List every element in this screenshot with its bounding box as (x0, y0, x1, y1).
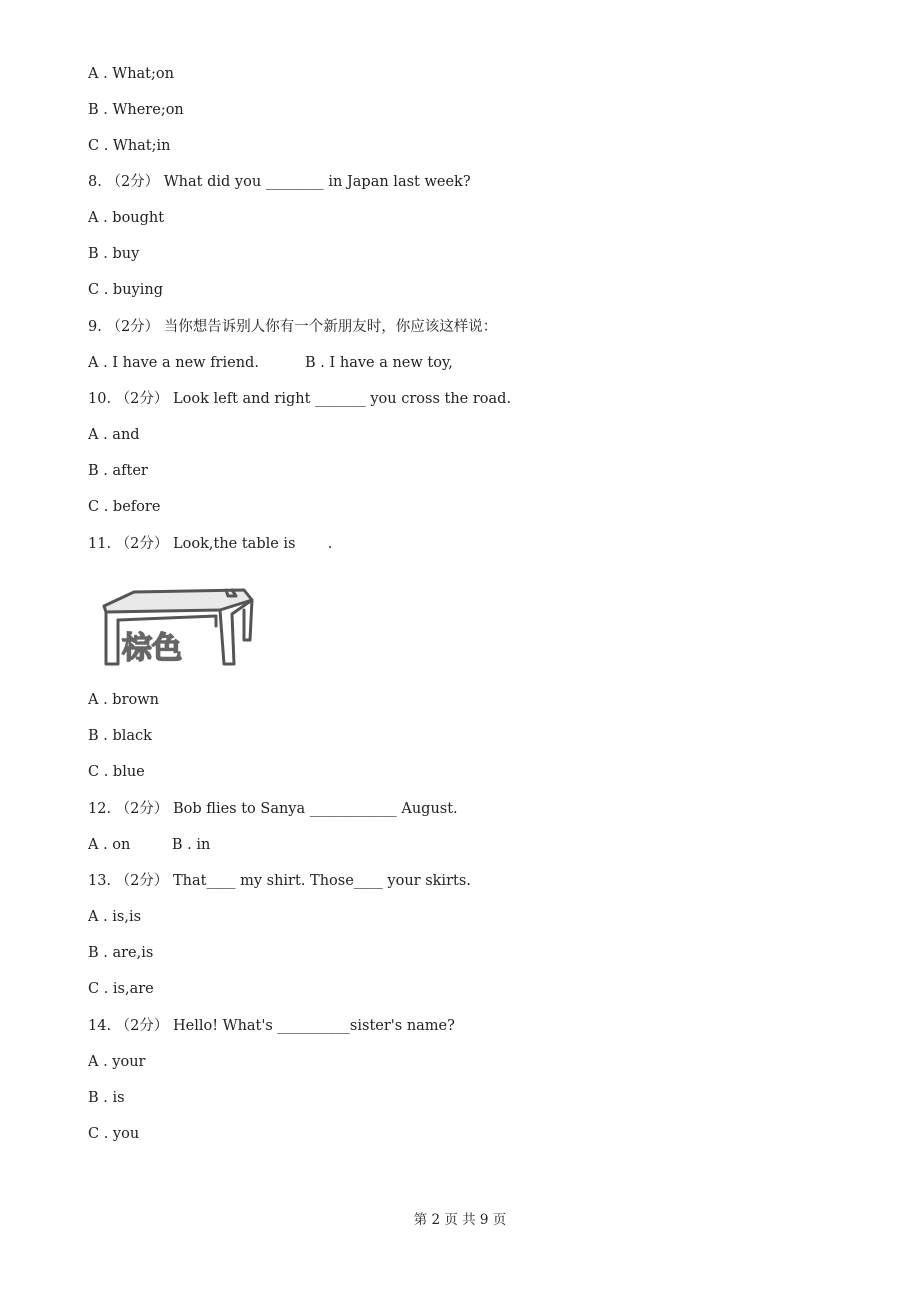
image-label: 棕色 (122, 631, 182, 666)
question-8: 8. （2分） What did you ________ in Japan last week? (88, 174, 471, 190)
options-12: A . on B . in (88, 837, 211, 853)
line-1: A . What;on (88, 66, 174, 82)
option-11c: C . blue (88, 764, 145, 780)
line-2: B . Where;on (88, 102, 184, 118)
option-8a: A . bought (88, 210, 165, 226)
option-10c: C . before (88, 499, 161, 515)
option-13a: A . is,is (88, 909, 142, 925)
question-13: 13. （2分） That____ my shirt. Those____ your skirts. (88, 873, 471, 889)
option-13c: C . is,are (88, 981, 154, 997)
option-11a: A . brown (88, 692, 159, 708)
option-11b: B . black (88, 728, 152, 744)
line-3: C . What;in (88, 138, 171, 154)
question-9: 9. （2分） 当你想告诉别人你有一个新朋友时，你应该这样说： (88, 319, 498, 335)
table-picture (94, 586, 256, 670)
options-9: A . I have a new friend. B . I have a new toy, (88, 355, 453, 371)
option-8c: C . buying (88, 282, 163, 298)
page-footer: 第 2 页 共 9 页 (413, 1212, 507, 1228)
option-14b: B . is (88, 1090, 125, 1106)
option-10a: A . and (88, 427, 140, 443)
option-14c: C . you (88, 1126, 140, 1142)
question-12: 12. （2分） Bob flies to Sanya ____________ August. (88, 801, 458, 817)
option-13b: B . are,is (88, 945, 154, 961)
option-10b: B . after (88, 463, 148, 479)
question-11: 11. （2分） Look,the table is . (88, 536, 333, 552)
question-10: 10. （2分） Look left and right _______ you cross the road. (88, 391, 512, 407)
question-14: 14. （2分） Hello! What's __________sister's name? (88, 1018, 455, 1034)
option-14a: A . your (88, 1054, 146, 1070)
option-8b: B . buy (88, 246, 140, 262)
